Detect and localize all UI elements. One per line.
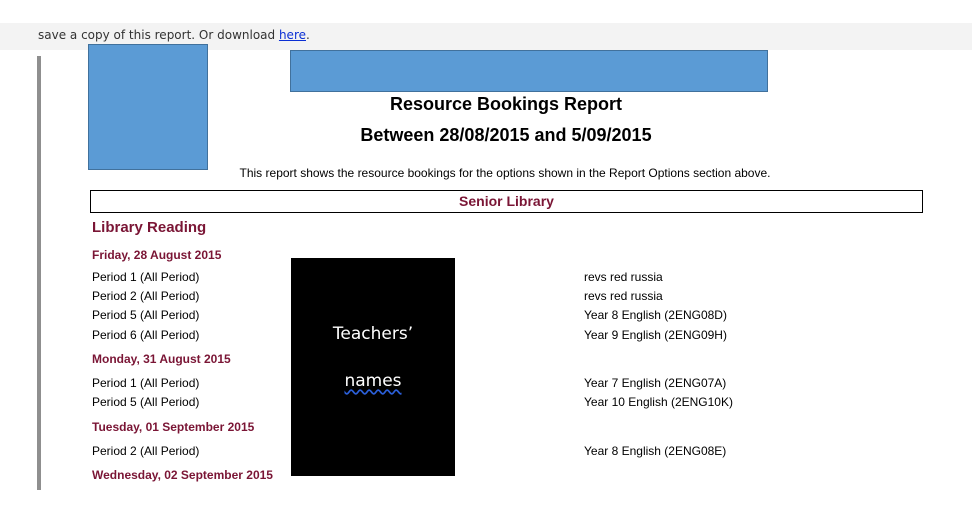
date-heading: Friday, 28 August 2015 (92, 248, 222, 262)
booking-description: Year 10 English (2ENG10K) (584, 395, 733, 409)
period-label: Period 5 (All Period) (92, 395, 200, 409)
period-label: Period 5 (All Period) (92, 308, 200, 322)
redacted-logo-block (88, 44, 208, 170)
report-date-range: Between 28/08/2015 and 5/09/2015 (360, 125, 652, 145)
left-margin-rule (37, 56, 41, 490)
booking-description: Year 8 English (2ENG08D) (584, 308, 727, 322)
booking-description: revs red russia (584, 270, 663, 284)
redaction-label-line2-wrapper (291, 371, 455, 391)
date-heading: Tuesday, 01 September 2015 (92, 420, 255, 434)
download-notice (38, 28, 310, 42)
resource-heading: Library Reading (92, 219, 207, 236)
redacted-teacher-names-block (291, 258, 455, 476)
period-label: Period 1 (All Period) (92, 270, 200, 284)
booking-description: Year 8 English (2ENG08E) (584, 444, 727, 458)
report-description: This report shows the resource bookings for the options shown in the Report Options section above. (239, 166, 771, 180)
download-link[interactable]: here (278, 28, 306, 42)
period-label: Period 2 (All Period) (92, 444, 200, 458)
section-header-senior-library: Senior Library (90, 190, 923, 213)
period-label: Period 6 (All Period) (92, 328, 200, 342)
booking-description: Year 7 English (2ENG07A) (584, 376, 727, 390)
booking-description: revs red russia (584, 289, 663, 303)
report-title: Resource Bookings Report (389, 94, 623, 114)
redaction-label-line1: Teachers’ (332, 324, 414, 344)
period-label: Period 2 (All Period) (92, 289, 200, 303)
redaction-label-line2: names (344, 371, 402, 391)
date-heading: Wednesday, 02 September 2015 (92, 468, 273, 482)
date-heading: Monday, 31 August 2015 (92, 352, 231, 366)
download-notice-suffix: . (306, 28, 310, 42)
booking-description: Year 9 English (2ENG09H) (584, 328, 727, 342)
period-label: Period 1 (All Period) (92, 376, 200, 390)
redacted-banner-block (290, 50, 768, 92)
download-notice-text: save a copy of this report. Or download (38, 28, 279, 42)
